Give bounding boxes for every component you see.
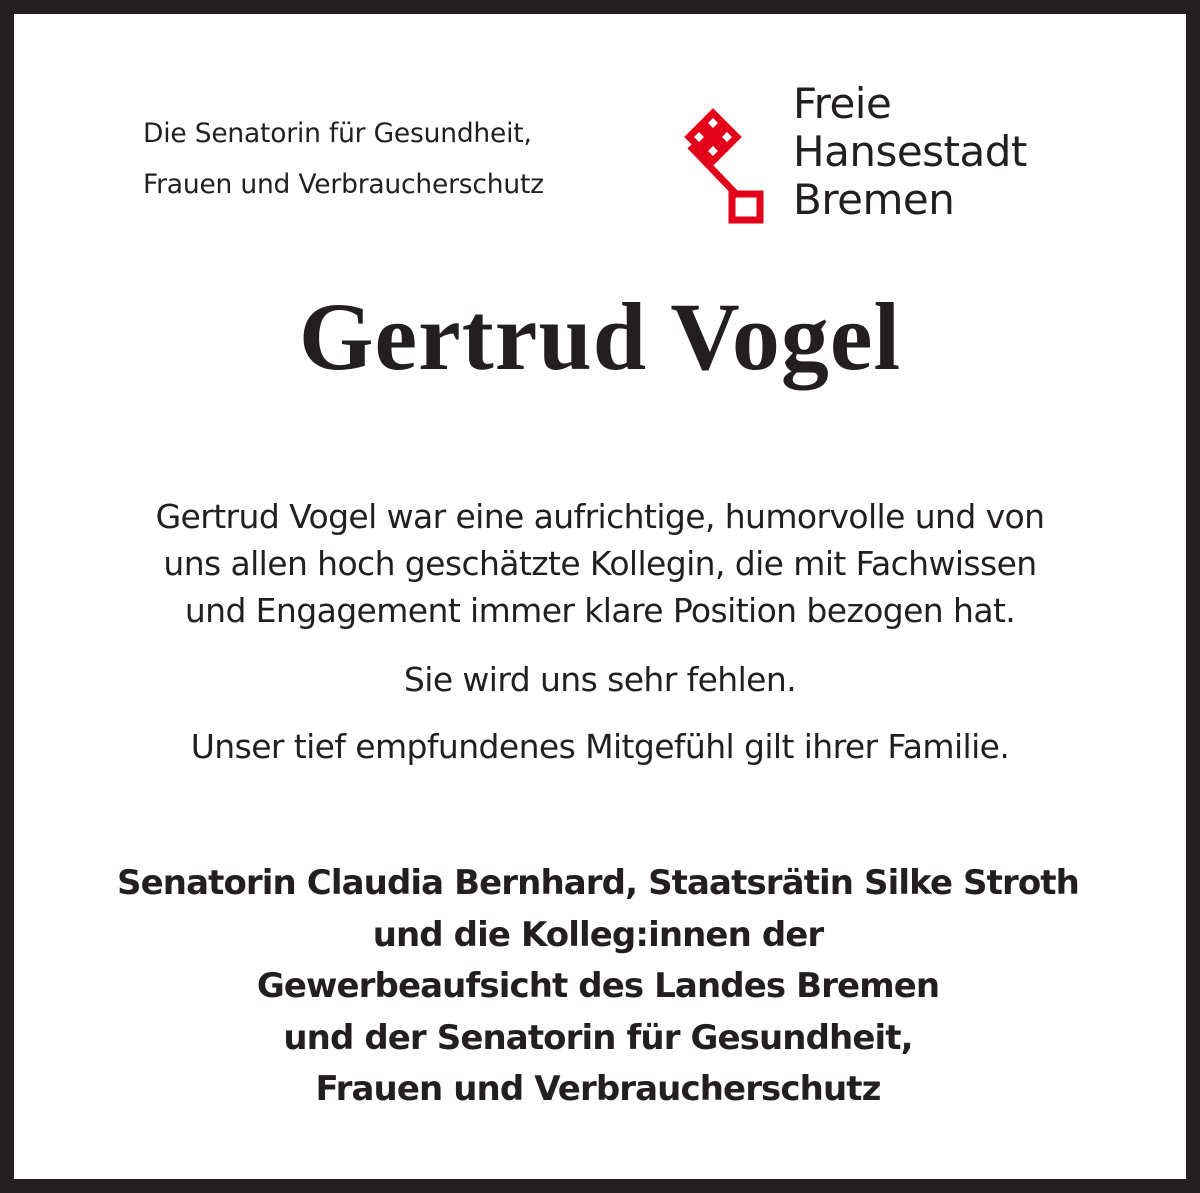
deceased-name: Gertrud Vogel: [298, 283, 902, 390]
signer-line-1: Senatorin Claudia Bernhard, Staatsrätin Silke Stroth: [117, 863, 1079, 903]
tribute-line-2: uns allen hoch geschätzte Kollegin, die mit Fachwissen: [163, 544, 1037, 583]
header: [0, 78, 1200, 228]
department-name: [143, 108, 683, 210]
city-line-3: Bremen: [793, 175, 955, 224]
signature-block: [40, 858, 1156, 1116]
tribute-line-1: Gertrud Vogel war eine aufrichtige, humorvolle und von: [155, 497, 1045, 536]
city-line-2: Hansestadt: [793, 127, 1027, 176]
bremen-key-emblem-icon: [676, 106, 776, 226]
department-line-1: Die Senatorin für Gesundheit,: [143, 118, 532, 149]
miss-line: Sie wird uns sehr fehlen.: [403, 660, 797, 699]
signer-line-2: und die Kolleg:innen der: [372, 914, 824, 955]
city-line-1: Freie: [793, 79, 892, 128]
signer-line-5: Frauen und Verbraucherschutz: [315, 1069, 881, 1109]
sympathy-line: Unser tief empfundenes Mitgefühl gilt ihrer Familie.: [190, 727, 1010, 766]
tribute-paragraph: [60, 493, 1140, 634]
signer-line-4: und der Senatorin für Gesundheit,: [283, 1017, 913, 1058]
tribute-line-3: und Engagement immer klare Position bezogen hat.: [184, 591, 1016, 630]
city-name: [793, 80, 1027, 224]
signer-line-3: Gewerbeaufsicht des Landes Bremen: [256, 966, 940, 1006]
department-line-2: Frauen und Verbraucherschutz: [143, 169, 544, 200]
